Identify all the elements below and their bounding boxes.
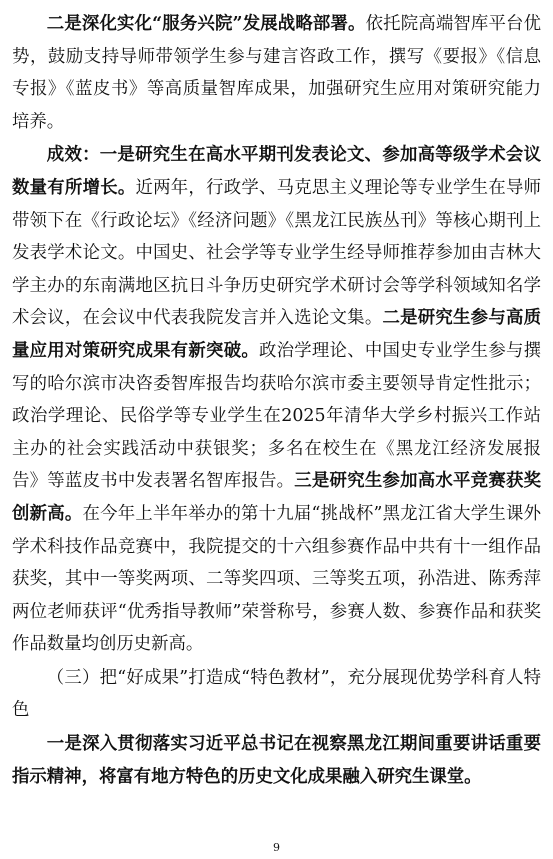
- section-heading-3: [12, 662, 541, 727]
- paragraph-text: 政治学理论、中国史专业学生参与撰写的哈尔滨市决咨委智库报告均获哈尔滨市委主要领导肯定性批示；政治学理论、民俗学等专业学生在2025年清华大学乡村振兴工作站主办的社会实践活动中获银奖；多名在校生在《黑龙江经济发展报告》等蓝皮书中发表署名智库报告。: [12, 340, 541, 492]
- section-heading-text: （三）把“好成果”打造成“特色教材”，充分展现优势学科育人特色: [12, 667, 541, 721]
- paragraph-text: 近两年，行政学、马克思主义理论等专业学生在导师带领下在《行政论坛》《经济问题》《黑龙江民族丛刊》等核心期刊上发表学术论文。中国史、社会学等专业学生经导师推荐参加由吉林大学主办的东南满地区抗日斗争历史研究学术研讨会等学科领域知名学术会议，在会议中代表我院发言并入选论文集。: [12, 177, 541, 329]
- paragraph-regional-culture: [12, 728, 541, 793]
- bold-heading-policy-research: 二是研究生参与高质量应用对策研究成果有新突破。: [12, 308, 541, 361]
- bold-heading-regional-culture: 一是深入贯彻落实习近平总书记在视察黑龙江期间重要讲话重要指示精神，将富有地方特色的历史文化成果融入研究生课堂。: [12, 734, 541, 787]
- bold-heading-papers-growth: 成效：一是研究生在高水平期刊发表论文、参加高等级学术会议数量有所增长。: [12, 145, 541, 198]
- bold-heading-service-strategy: 二是深化实化“服务兴院”发展战略部署。: [46, 14, 366, 34]
- paragraph-achievements: [12, 139, 541, 661]
- paragraph-service-strategy: [12, 8, 541, 138]
- paragraph-text: 在今年上半年举办的第十九届“挑战杯”黑龙江省大学生课外学术科技作品竞赛中，我院提交的十六组参赛作品中共有十一组作品获奖，其中一等奖两项、二等奖四项、三等奖五项，孙浩进、陈秀萍两位老师获评“优秀指导教师”荣誉称号，参赛人数、参赛作品和获奖作品数量均创历史新高。: [12, 503, 541, 655]
- paragraph-text: 依托院高端智库平台优势，鼓励支持导师带领学生参与建言咨政工作，撰写《要报》《信息专报》《蓝皮书》等高质量智库成果，加强研究生应用对策研究能力培养。: [12, 14, 541, 132]
- page-number: 9: [273, 841, 280, 854]
- document-body: [12, 8, 541, 793]
- bold-heading-competition-awards: 三是研究生参加高水平竞赛获奖创新高。: [12, 471, 541, 524]
